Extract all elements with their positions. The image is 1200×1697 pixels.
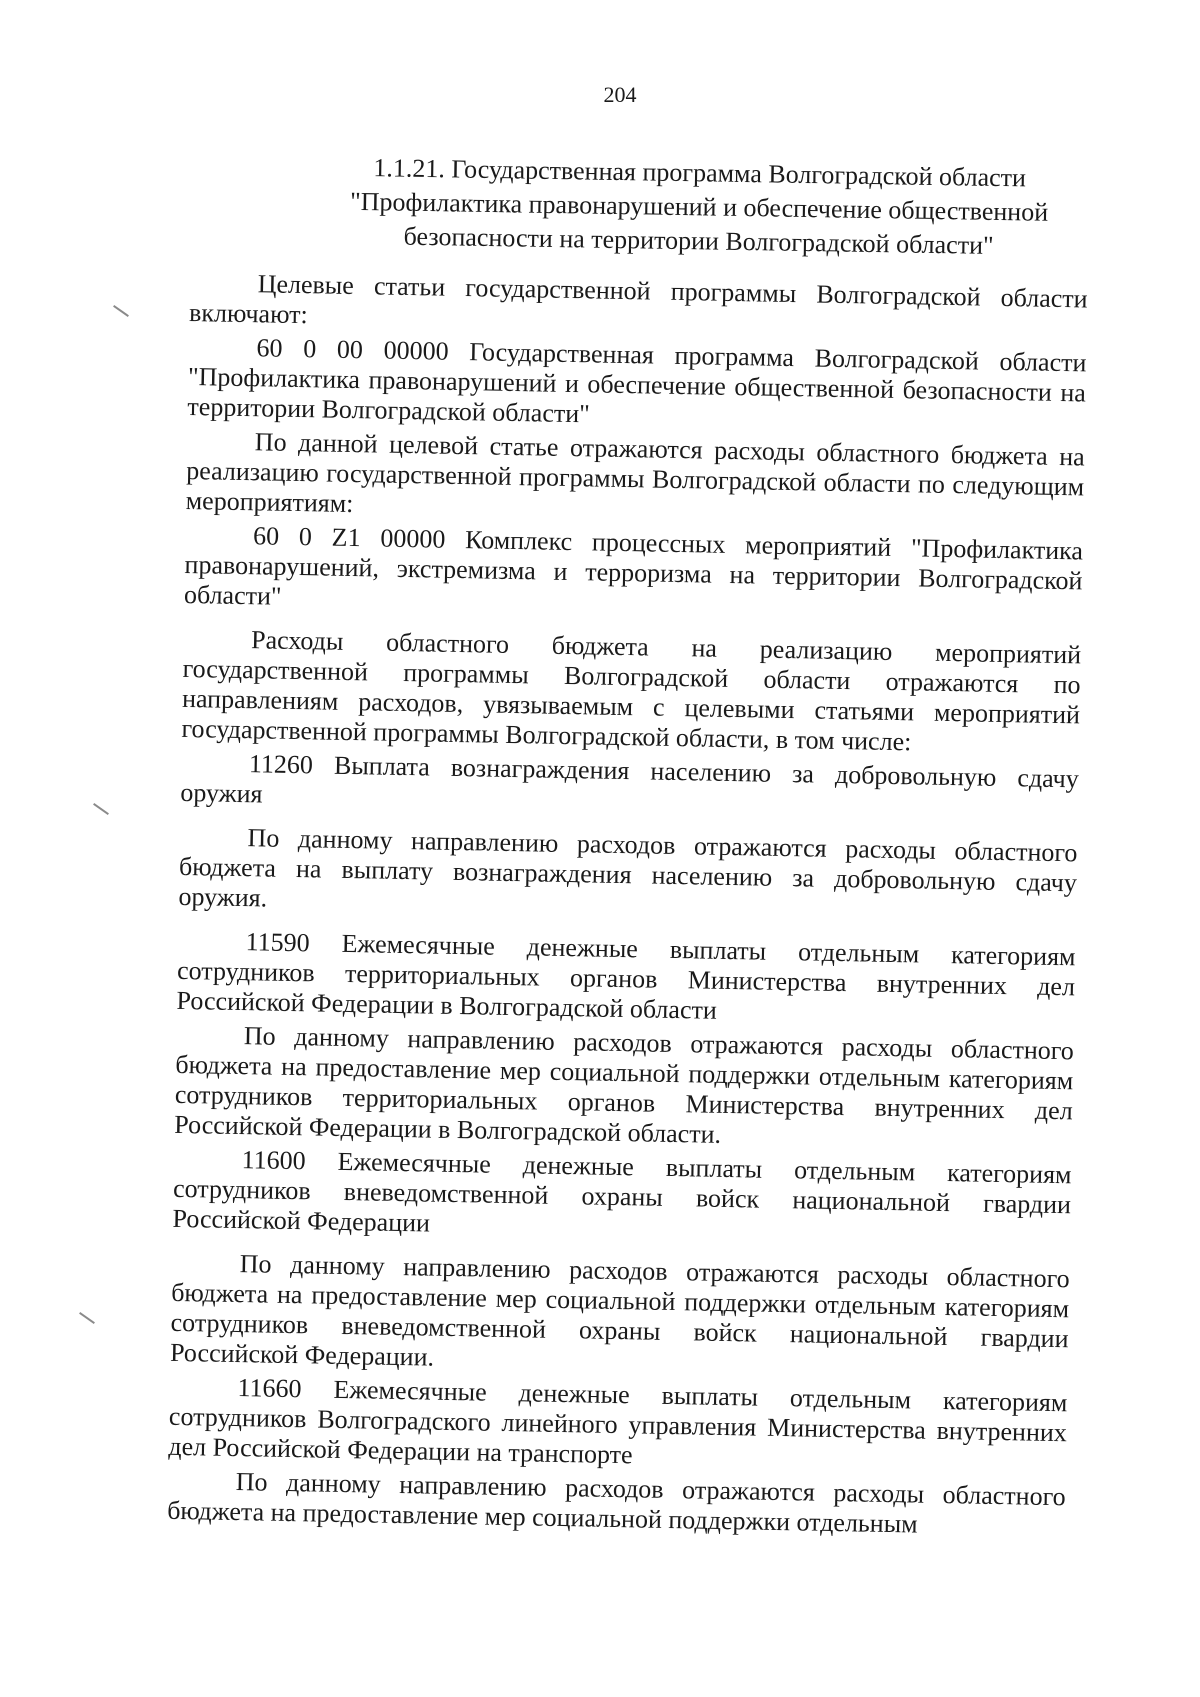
scan-mark <box>113 305 129 317</box>
page-number: 204 <box>603 82 637 107</box>
paragraph: По данной целевой статье отражаются расходы областного бюджета на реализацию государственной программы Волгоградской области по следующим мероприятиям: <box>185 427 1085 519</box>
paragraph: По данному направлению расходов отражаются расходы областного бюджета на предоставление мер социальной поддержки отдельным категориям сотрудников территориальных органов Министерства внутренних дел Российской Федерации в Волгоградской области. <box>174 1021 1075 1149</box>
scan-mark <box>79 1312 95 1324</box>
paragraph: Целевые статьи государственной программы Волгоградской области включают: <box>188 269 1088 330</box>
paragraph: 11590 Ежемесячные денежные выплаты отдельным категориям сотрудников территориальных органов Министерства внутренних дел Российской Федерации в Волгоградской области <box>176 927 1076 1025</box>
paragraph: 60 0 00 00000 Государственная программа Волгоградской области "Профилактика правонарушений и обеспечение общественной безопасности на территории Волгоградской области" <box>187 333 1087 429</box>
paragraph: 11260 Выплата вознаграждения населению за добровольную сдачу оружия <box>180 749 1080 809</box>
paragraph: По данному направлению расходов отражаются расходы областного бюджета на предоставление мер социальной поддержки отдельным <box>166 1467 1066 1539</box>
document-body <box>167 268 1088 1542</box>
paragraph: 60 0 Z1 00000 Комплекс процессных мероприятий "Профилактика правонарушений, экстремизма и терроризма на территории Волгоградской области" <box>183 521 1084 611</box>
paragraph: Расходы областного бюджета на реализацию мероприятий государственной программы Волгоградской области отражаются по направлениям расходов, увязываемым с целевыми статьями мероприятий государственной программы Волгоградской области, в том числе: <box>181 625 1082 757</box>
paragraph: 11600 Ежемесячные денежные выплаты отдельным категориям сотрудников вневедомственной охраны войск национальной гвардии Российской Федерации <box>172 1145 1072 1238</box>
paragraph: 11660 Ежемесячные денежные выплаты отдельным категориям сотрудников Волгоградского линейного управления Министерства внутренних дел Российской Федерации на транспорте <box>168 1373 1068 1470</box>
paragraph: По данному направлению расходов отражаются расходы областного бюджета на выплату вознаграждения населению за добровольную сдачу оружия. <box>178 823 1078 913</box>
paragraph: По данному направлению расходов отражаются расходы областного бюджета на предоставление мер социальной поддержки отдельным категориям сотрудников вневедомственной охраны войск национальной гвардии Российской Федерации. <box>169 1249 1070 1372</box>
scan-mark <box>93 803 109 815</box>
section-heading: 1.1.21. Государственная программа Волгоградской области "Профилактика правонарушений и обеспечение общественной безопасности на территории Волгоградской области" <box>349 153 1049 260</box>
